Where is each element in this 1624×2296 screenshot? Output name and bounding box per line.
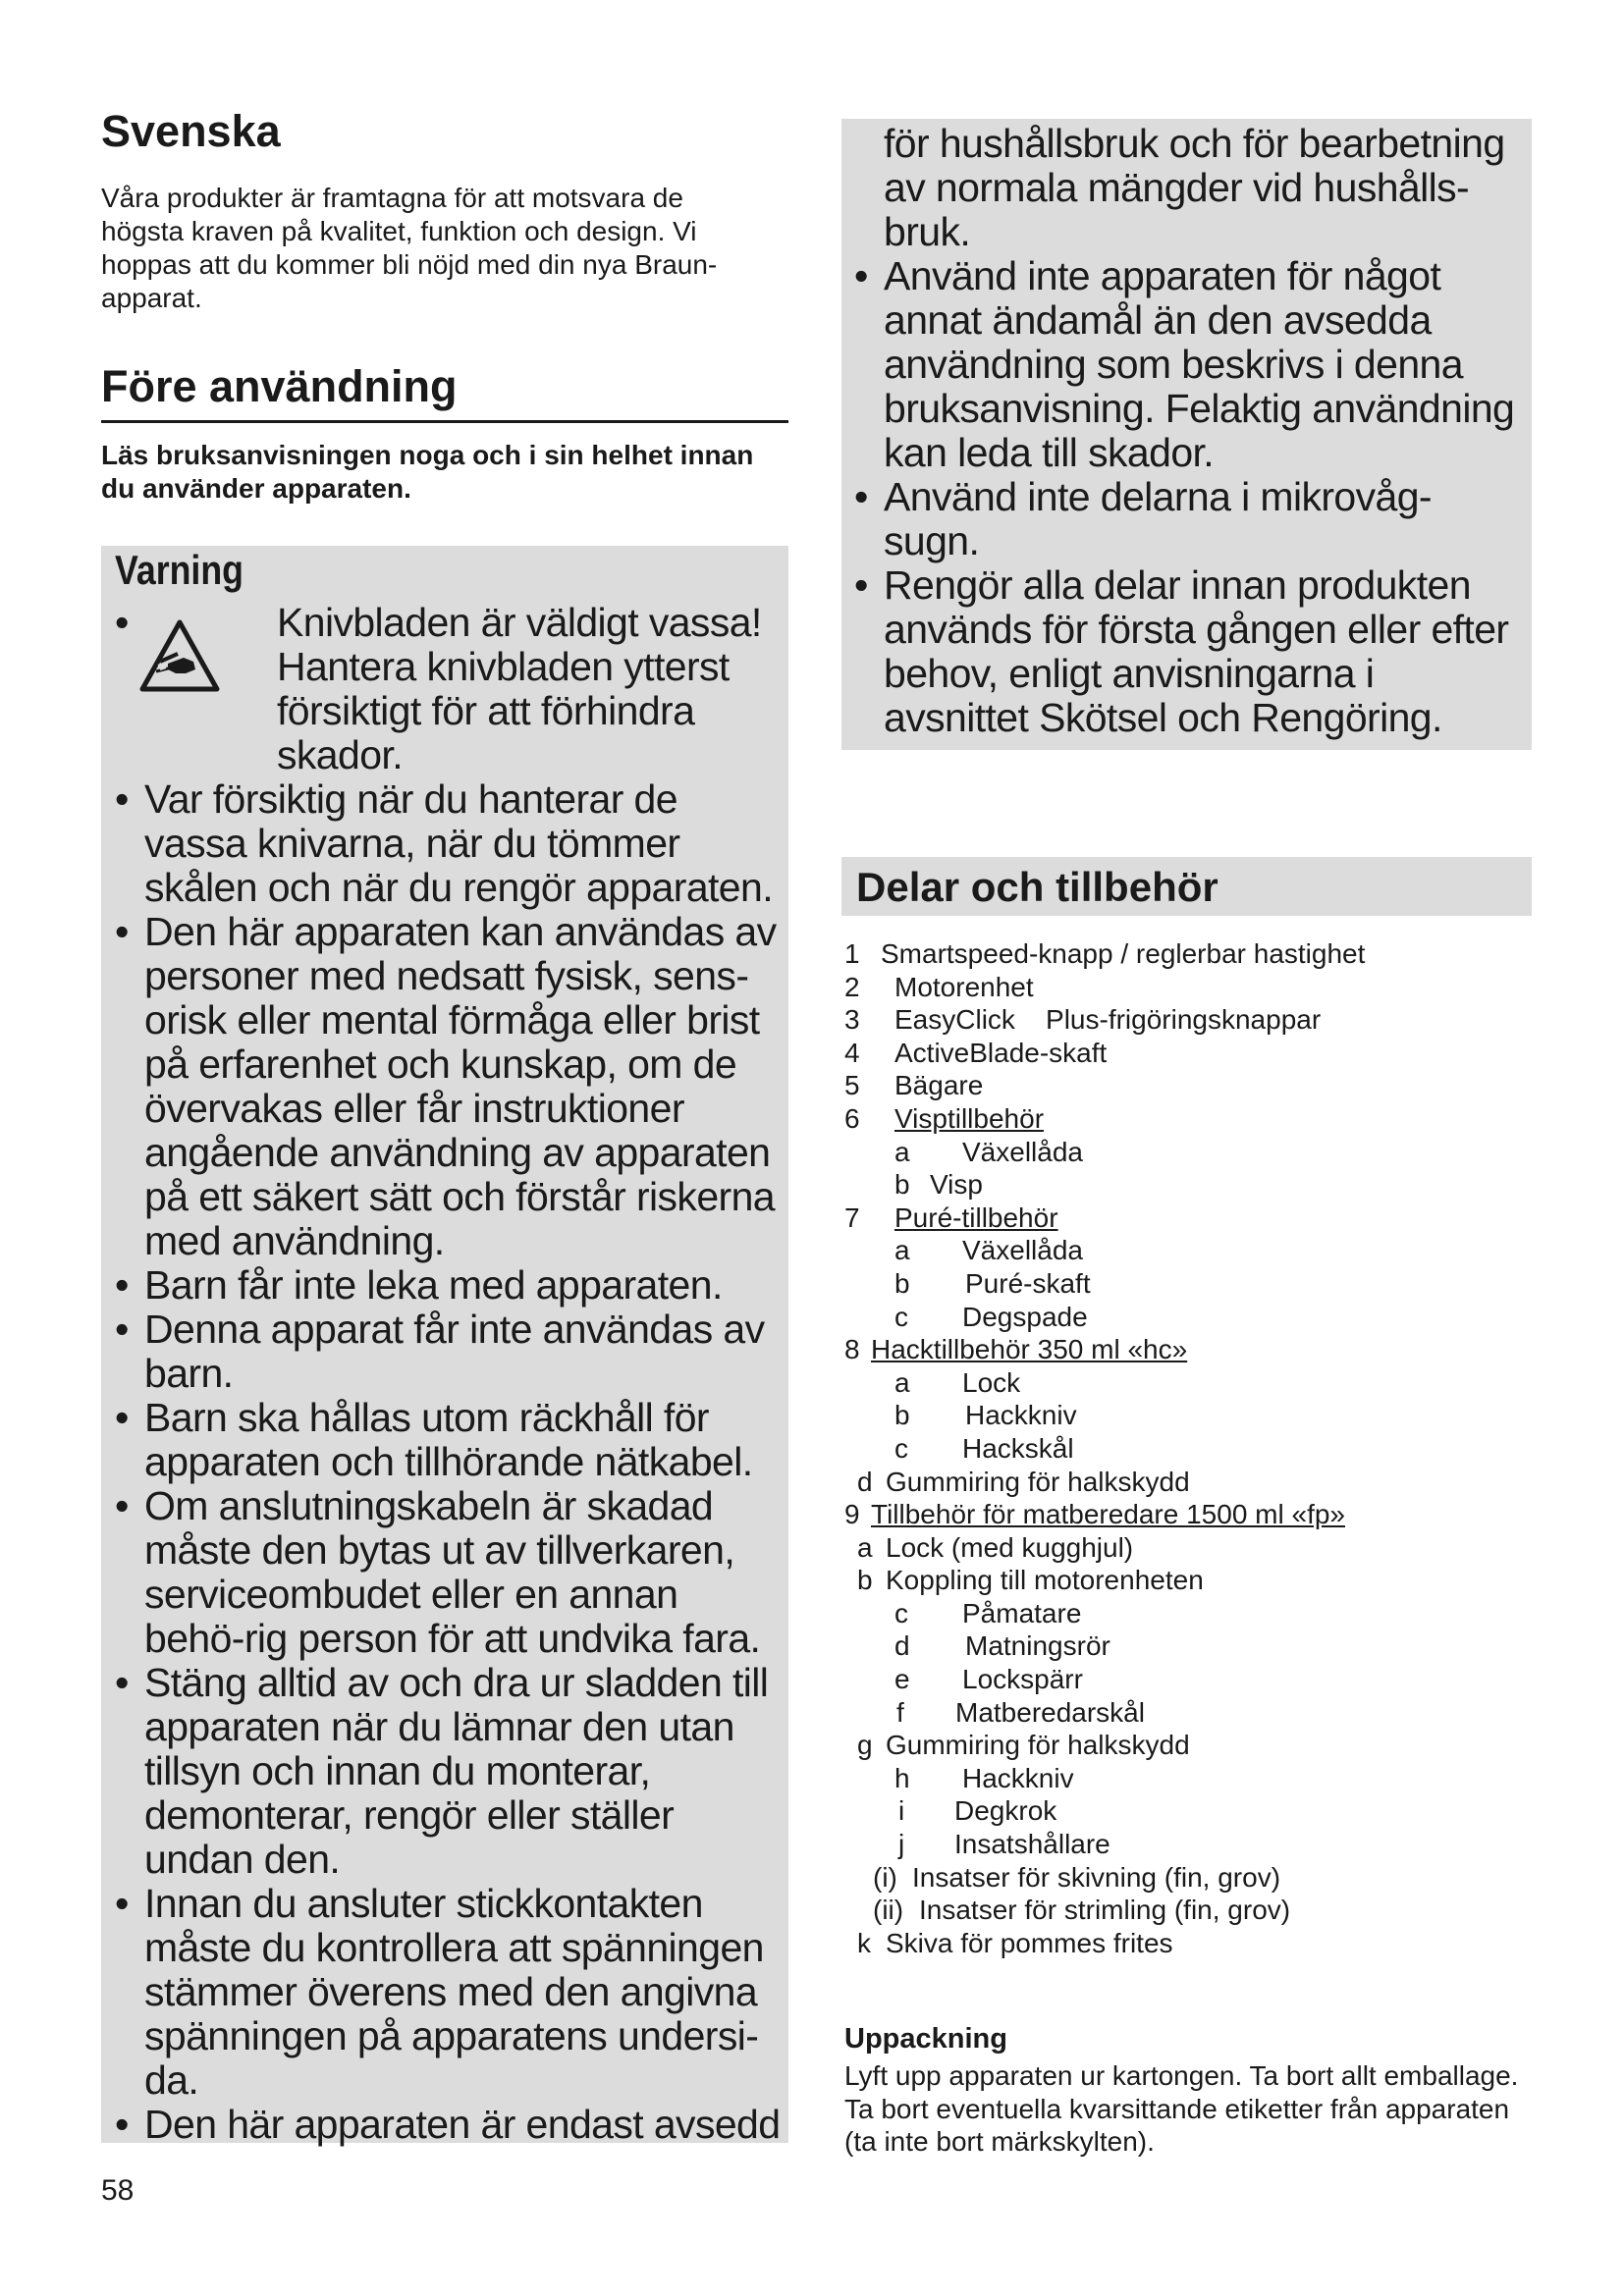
list-item bbox=[841, 1136, 1529, 1169]
part-key: e bbox=[894, 1664, 910, 1695]
warning-item: • Stäng alltid av och dra ur sladden till apparaten när du lämnar den utan tillsyn och innan du monterar, demonterar, rengör eller ställer undan den. bbox=[115, 1661, 786, 1882]
part-key: i bbox=[898, 1795, 905, 1827]
part-key: k bbox=[857, 1927, 871, 1958]
part-key: 2 bbox=[844, 971, 860, 1002]
part-label: Växellåda bbox=[962, 1235, 1083, 1266]
list-item bbox=[841, 1629, 1529, 1663]
part-key: c bbox=[894, 1432, 908, 1464]
list-item bbox=[841, 1794, 1529, 1828]
before-use-instruction: Läs bruksanvisningen noga och i sin helhet innan du använder apparaten. bbox=[101, 440, 754, 504]
warning-title: Varning bbox=[115, 547, 244, 593]
part-label: ActiveBlade-skaft bbox=[894, 1037, 1108, 1068]
part-label: Tillbehör för matberedare 1500 ml «fp» bbox=[871, 1499, 1345, 1530]
list-item bbox=[841, 1828, 1529, 1861]
warning-item: • Innan du ansluter stickkontakten måste du kontrollera att spänningen stämmer överens med den angivna spänningen på apparatens undersi-da. bbox=[115, 1882, 786, 2103]
list-item bbox=[841, 1663, 1529, 1696]
warning-item: • Använd inte delarna i mikrovåg-sugn. bbox=[854, 475, 1527, 563]
unpacking-text: Lyft upp apparaten ur kartongen. Ta bort allt emballage. Ta bort eventuella kvarsittande etiketter från apparaten (ta inte bort märkskylten). bbox=[844, 2060, 1519, 2157]
warning-continued-text bbox=[854, 122, 1527, 740]
part-label: Bägare bbox=[894, 1070, 984, 1101]
part-key: 8 bbox=[844, 1334, 860, 1365]
part-label: Hackskål bbox=[962, 1432, 1074, 1464]
before-use-heading: Före användning bbox=[101, 361, 458, 411]
list-item bbox=[841, 1037, 1529, 1070]
part-label: Lock bbox=[962, 1366, 1021, 1398]
part-key: c bbox=[894, 1301, 908, 1332]
part-key: b bbox=[857, 1565, 873, 1596]
part-label: Puré-skaft bbox=[965, 1267, 1091, 1299]
list-item bbox=[841, 1927, 1529, 1960]
part-label: Koppling till motorenheten bbox=[886, 1565, 1204, 1596]
intro-paragraph: Våra produkter är framtagna för att motsvara de högsta kraven på kvalitet, funktion och design. Vi hoppas att du kommer bli nöjd med din nya Braun-apparat. bbox=[101, 183, 718, 313]
part-key: (i) bbox=[873, 1861, 897, 1893]
part-label: Matningsrör bbox=[965, 1630, 1110, 1662]
part-label: Hackkniv bbox=[962, 1762, 1074, 1793]
list-item bbox=[841, 1729, 1529, 1762]
part-key: (ii) bbox=[873, 1895, 904, 1926]
parts-list bbox=[841, 937, 1529, 1959]
list-item bbox=[841, 1861, 1529, 1895]
list-item bbox=[841, 1201, 1529, 1235]
warning-item: • Den här apparaten är endast avsedd bbox=[115, 2103, 786, 2147]
warning-item: • Barn får inte leka med apparaten. bbox=[115, 1263, 786, 1308]
list-item bbox=[841, 1168, 1529, 1201]
part-key: a bbox=[857, 1531, 873, 1563]
list-item bbox=[841, 1531, 1529, 1565]
warning-item: • Använd inte apparaten för något annat ändamål än den avsedda användning som beskrivs i denna bruksanvisning. Felaktig användning kan leda till skador. bbox=[854, 254, 1527, 475]
list-item bbox=[841, 1597, 1529, 1630]
part-label: Puré-tillbehör bbox=[894, 1201, 1058, 1233]
list-item bbox=[841, 1003, 1529, 1037]
warning-item: • Barn ska hållas utom räckhåll för apparaten och tillhörande nätkabel. bbox=[115, 1396, 786, 1484]
list-item bbox=[841, 1267, 1529, 1301]
page-title: Svenska bbox=[101, 106, 281, 156]
list-item bbox=[841, 1564, 1529, 1597]
list-item bbox=[841, 1366, 1529, 1400]
part-key: h bbox=[894, 1762, 910, 1793]
part-label: Lock (med kugghjul) bbox=[886, 1531, 1134, 1563]
list-item bbox=[841, 1399, 1529, 1432]
part-label: Insatser för skivning (fin, grov) bbox=[912, 1861, 1281, 1893]
part-key: f bbox=[896, 1696, 904, 1728]
list-item bbox=[841, 1762, 1529, 1795]
warning-item: • Rengör alla delar innan produkten används för första gången eller efter behov, enligt anvisningarna i avsnittet Skötsel och Rengöring. bbox=[854, 563, 1527, 740]
part-label: Påmatare bbox=[962, 1597, 1082, 1629]
heading-divider bbox=[101, 420, 788, 423]
part-label: Växellåda bbox=[962, 1136, 1083, 1167]
part-label: EasyClick Plus-frigöringsknappar bbox=[894, 1004, 1322, 1036]
part-key: 6 bbox=[844, 1102, 860, 1134]
list-item bbox=[841, 1466, 1529, 1499]
part-key: a bbox=[894, 1366, 910, 1398]
sharp-blade-warning-icon bbox=[138, 618, 221, 693]
unpacking-heading: Uppackning bbox=[844, 2023, 1007, 2055]
list-item bbox=[841, 1696, 1529, 1730]
part-key: b bbox=[894, 1169, 910, 1201]
part-label: Lockspärr bbox=[962, 1664, 1083, 1695]
parts-heading: Delar och tillbehör bbox=[856, 864, 1218, 910]
list-item bbox=[841, 1301, 1529, 1334]
list-item bbox=[841, 971, 1529, 1004]
part-key: d bbox=[894, 1630, 910, 1662]
part-key: b bbox=[894, 1267, 910, 1299]
part-label: Smartspeed-knapp / reglerbar hastighet bbox=[881, 938, 1366, 969]
part-label: Gummiring för halkskydd bbox=[886, 1466, 1190, 1497]
part-label: Matberedarskål bbox=[955, 1696, 1145, 1728]
list-item bbox=[841, 1432, 1529, 1466]
list-item bbox=[841, 1234, 1529, 1267]
part-key: 3 bbox=[844, 1004, 860, 1036]
part-label: Skiva för pommes frites bbox=[886, 1927, 1173, 1958]
part-label: Hackkniv bbox=[965, 1400, 1077, 1431]
part-label: Gummiring för halkskydd bbox=[886, 1730, 1190, 1761]
warning-first-text: Knivbladen är väldigt vassa! Hantera knivbladen ytterst försiktigt för att förhindra skador. bbox=[277, 600, 762, 777]
part-key: a bbox=[894, 1136, 910, 1167]
list-item bbox=[841, 1102, 1529, 1136]
part-key: a bbox=[894, 1235, 910, 1266]
part-label: Insatser för strimling (fin, grov) bbox=[919, 1895, 1291, 1926]
page-number: 58 bbox=[101, 2174, 135, 2207]
list-item bbox=[841, 1498, 1529, 1531]
part-label: Visptillbehör bbox=[894, 1102, 1045, 1134]
bullet: • bbox=[115, 600, 129, 645]
part-key: 5 bbox=[844, 1070, 860, 1101]
part-key: 9 bbox=[844, 1499, 860, 1530]
warning-item: • Den här apparaten kan användas av personer med nedsatt fysisk, sens-orisk eller mental förmåga eller brist på erfarenhet och kunskap, om de övervakas eller får instruktioner angående användning av apparaten på ett säkert sätt och förstår riskerna med användning. bbox=[115, 910, 786, 1263]
part-key: 4 bbox=[844, 1037, 860, 1068]
part-key: 7 bbox=[844, 1201, 860, 1233]
list-item bbox=[841, 1069, 1529, 1102]
part-label: Degspade bbox=[962, 1301, 1088, 1332]
part-key: 1 bbox=[844, 938, 860, 969]
part-key: d bbox=[857, 1466, 873, 1497]
warning-continued-first: för hushållsbruk och för bearbetning av normala mängder vid hushålls-bruk. bbox=[884, 121, 1505, 254]
part-key: b bbox=[894, 1400, 910, 1431]
warning-item: • Om anslutningskabeln är skadad måste den bytas ut av tillverkaren, serviceombudet eller en annan behö-rig person för att undvika fara. bbox=[115, 1484, 786, 1661]
list-item bbox=[841, 1333, 1529, 1366]
part-label: Hacktillbehör 350 ml «hc» bbox=[871, 1334, 1188, 1365]
part-key: c bbox=[894, 1597, 908, 1629]
warning-list bbox=[115, 777, 786, 2147]
list-item bbox=[841, 937, 1529, 971]
part-key: g bbox=[857, 1730, 873, 1761]
warning-item: • Var försiktig när du hanterar de vassa knivarna, när du tömmer skålen och när du rengör apparaten. bbox=[115, 777, 786, 910]
part-label: Insatshållare bbox=[954, 1829, 1110, 1860]
part-key: j bbox=[898, 1829, 905, 1860]
warning-item: • Denna apparat får inte användas av barn. bbox=[115, 1308, 786, 1396]
part-label: Visp bbox=[930, 1169, 983, 1201]
warning-continued-list bbox=[854, 254, 1527, 740]
part-label: Motorenhet bbox=[894, 971, 1034, 1002]
part-label: Degkrok bbox=[954, 1795, 1057, 1827]
list-item bbox=[841, 1894, 1529, 1927]
